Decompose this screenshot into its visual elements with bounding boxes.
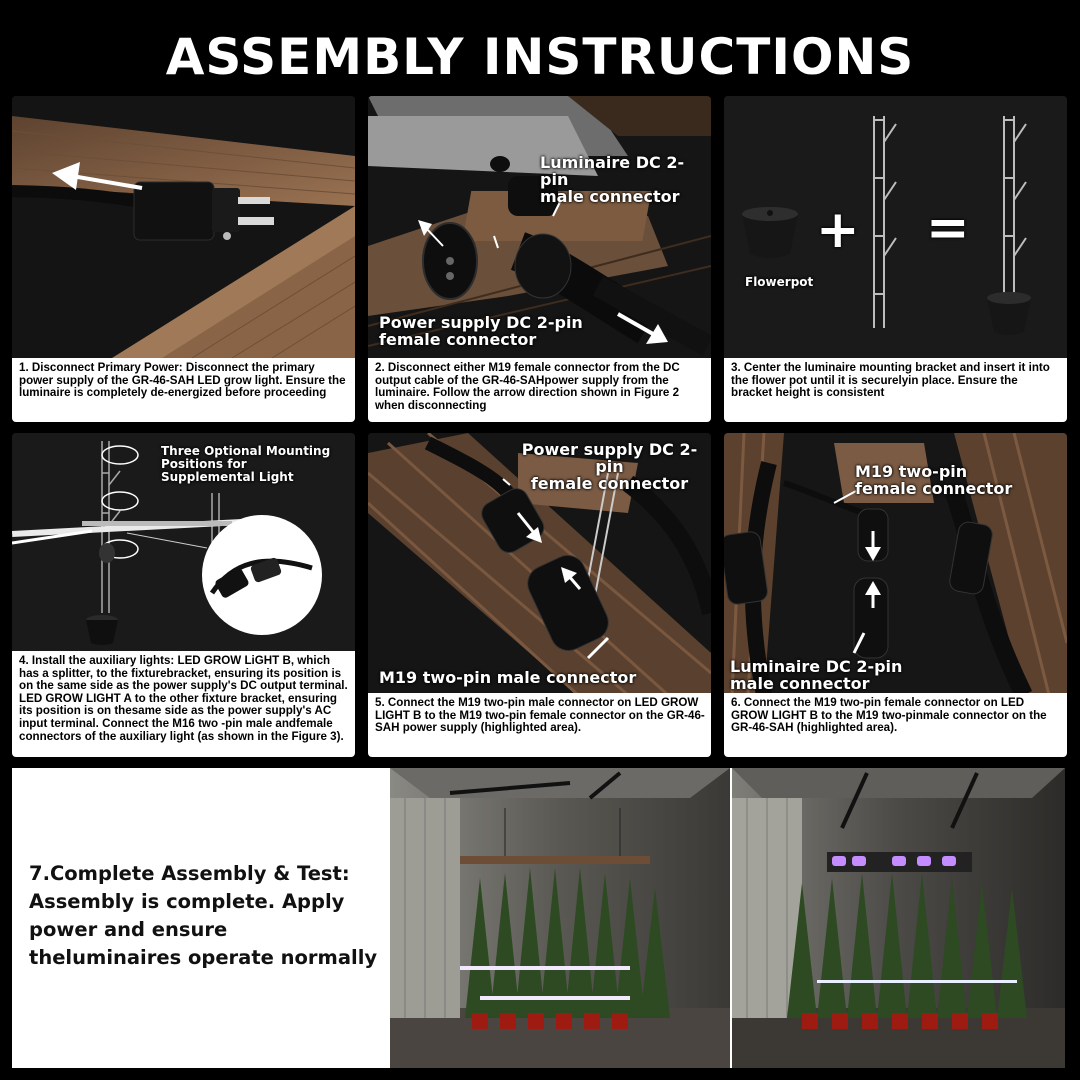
step-2-panel [368,96,711,422]
power-supply-female-label: Power supply DC 2-pin female connector [521,440,698,493]
step-7-panel [12,768,1065,1068]
luminaire-dc-male-label-2: Luminaire DC 2-pin male connector [730,657,903,693]
step-4-caption: 4. Install the auxiliary lights: LED GROW LiGHT B, which has a splitter, to the fixturebracket, ensuring its position is on the same side as the power supply's DC output terminal. LED GROW LIGHT A to the other fixture bracket, ensuring its position is on thesame side as the power supply's AC input terminal. Connect the M16 two -pin male andfemale connectors of the auxiliary light (as shown in the Figure 3). [12,651,355,757]
step-7-body: Assembly is complete. Apply power and ensure theluminaires operate normally [29,890,378,969]
step-2-caption: 2. Disconnect either M19 female connector from the DC output cable of the GR-46-SAHpower supply from the luminaire. Follow the arrow direction shown in Figure 2 when disconnecting [368,358,711,422]
step-6-panel [724,433,1067,757]
step-6-caption: 6. Connect the M19 two-pin female connector on LED GROW LIGHT B to the M19 two-pinmale connector on the GR-46-SAH (highlighted area). [724,693,1067,757]
plus-symbol: + [816,200,860,260]
mounting-positions-label: Three Optional Mounting Positions for Supplemental Light [161,444,331,484]
room-render-left [390,768,730,1068]
m19-female-label: M19 two-pin female connector [855,462,1013,498]
page-title: ASSEMBLY INSTRUCTIONS [165,28,915,86]
step-7-text [29,860,379,972]
step-3-caption: 3. Center the luminaire mounting bracket and insert it into the flower pot until it is securelyin place. Ensure the bracket height is consistent [724,358,1067,422]
power-supply-dc-female-label: Power supply DC 2-pin female connector [379,313,583,349]
luminaire-dc-male-label: Luminaire DC 2-pin male connector [540,153,685,206]
m19-male-label: M19 two-pin male connector [379,668,637,687]
step-4-panel [12,433,355,757]
flowerpot-icon [742,207,798,258]
step-3-illustration [724,96,1067,358]
step-5-caption: 5. Connect the M19 two-pin male connector on LED GROW LIGHT B to the M19 two-pin female connector on the GR-46-SAH power supply (highlighted area). [368,693,711,757]
step-1-caption: 1. Disconnect Primary Power: Disconnect the primary power supply of the GR-46-SAH LED grow light. Ensure the luminaire is completely de-energized before proceeding [12,358,355,422]
flowerpot-label: Flowerpot [745,275,814,289]
step-1-panel [12,96,355,422]
step-5-panel [368,433,711,757]
step-1-illustration [12,96,355,358]
step-3-panel [724,96,1067,422]
room-render-right [732,768,1065,1068]
equals-symbol: = [926,198,970,258]
step-7-heading: 7.Complete Assembly & Test: [29,862,350,885]
